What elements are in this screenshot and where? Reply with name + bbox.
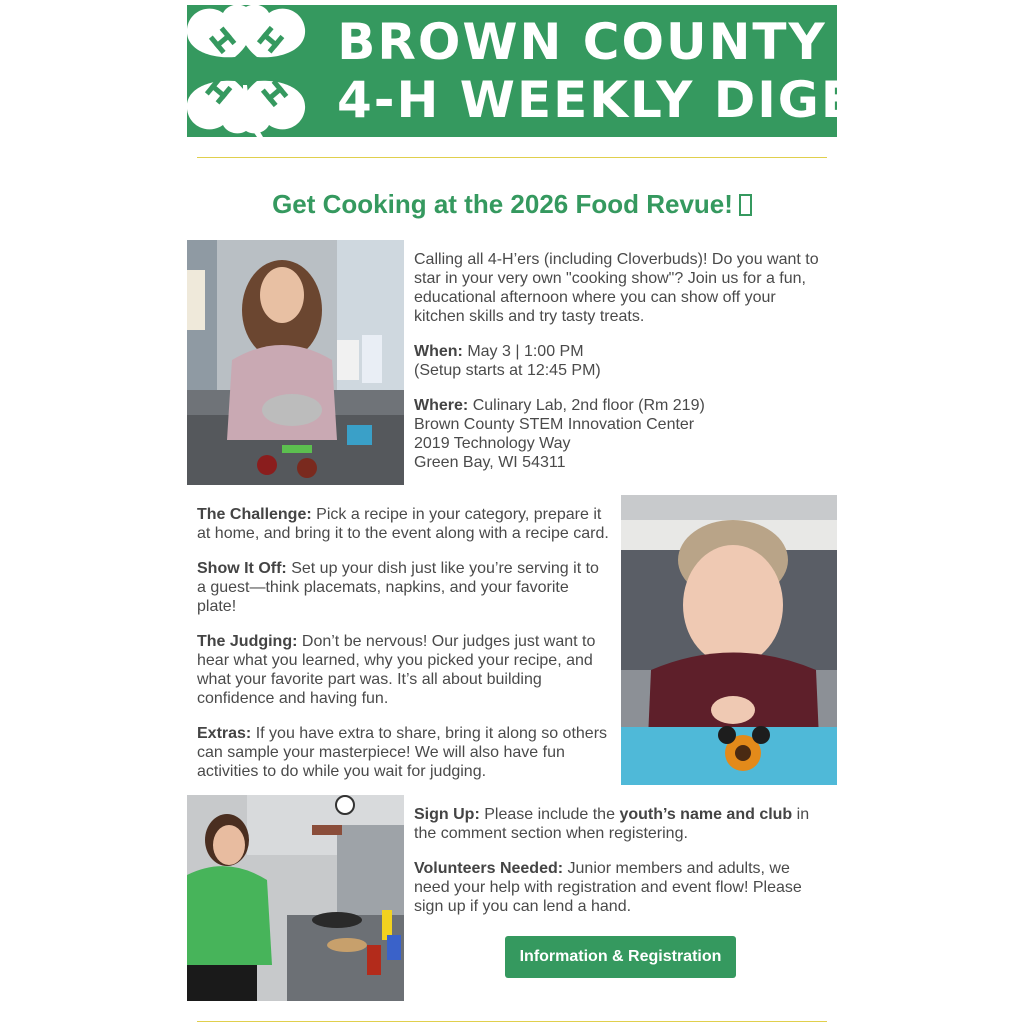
signup-bold: youth’s name and club [619,806,793,823]
where-line2: Brown County STEM Innovation Center [414,416,695,433]
where-section [414,396,828,472]
signup-text-b: in the comment section when registering. [414,806,810,842]
where-label: Where: [414,397,469,414]
challenge-text: Pick a recipe in your category, prepare it at home, and bring it to the event along with a recipe card. [197,506,609,542]
bottom-divider [197,1021,827,1022]
newsletter-title-line1: BROWN COUNTY [337,13,827,71]
judging-paragraph [197,632,611,708]
intro-section [414,250,828,488]
article-title-text: Get Cooking at the 2026 Food Revue! [272,189,733,219]
when-section [414,342,828,380]
challenge-label: The Challenge: [197,506,312,523]
missing-glyph-icon [739,194,752,216]
photo-girl-cooking [187,240,404,485]
show-text: Set up your dish just like you’re serving it to a guest—think placemats, napkins, and your favorite plate! [197,560,599,615]
judging-text: Don’t be nervous! Our judges just want to hear what you learned, why you picked your recipe, and what your favorite part was. It’s all about building confidence and having fun. [197,633,596,707]
photo-boy-cupcake [621,495,837,785]
where-line1: Culinary Lab, 2nd floor (Rm 219) [472,397,705,414]
registration-button[interactable]: Information & Registration [505,936,736,978]
four-leaf-clover-4h-icon [187,5,319,137]
signup-label: Sign Up: [414,806,480,823]
newsletter-title-line2: 4-H WEEKLY DIGEST [337,71,932,129]
article-title [187,186,837,222]
details-section [197,505,611,797]
show-paragraph [197,559,611,616]
newsletter-title [337,13,932,129]
signup-paragraph [414,805,828,843]
when-label: When: [414,343,463,360]
intro-text: Calling all 4-H’ers (including Cloverbuds)! Do you want to star in your very own "cooking show"? Join us for a fun, educational afternoon where you can show off your kitchen skills and try tasty treats. [414,251,819,325]
challenge-paragraph [197,505,611,543]
signup-section [414,805,828,932]
volunteers-text: Junior members and adults, we need your help with registration and event flow! Please sign up if you can lend a hand. [414,860,802,915]
where-line3: 2019 Technology Way [414,435,571,452]
judging-label: The Judging: [197,633,298,650]
header-banner [187,5,932,137]
extras-paragraph [197,724,611,781]
volunteers-label: Volunteers Needed: [414,860,564,877]
volunteers-paragraph [414,859,828,916]
signup-text-a: Please include the [484,806,615,823]
when-note: (Setup starts at 12:45 PM) [414,362,601,379]
where-line4: Green Bay, WI 54311 [414,454,566,471]
top-divider [197,157,827,158]
when-value: May 3 | 1:00 PM [467,343,584,360]
photo-girl-stove [187,795,404,1001]
show-label: Show It Off: [197,560,287,577]
extras-label: Extras: [197,725,252,742]
extras-text: If you have extra to share, bring it along so others can sample your masterpiece! We will also have fun activities to do while you wait for judging. [197,725,608,780]
